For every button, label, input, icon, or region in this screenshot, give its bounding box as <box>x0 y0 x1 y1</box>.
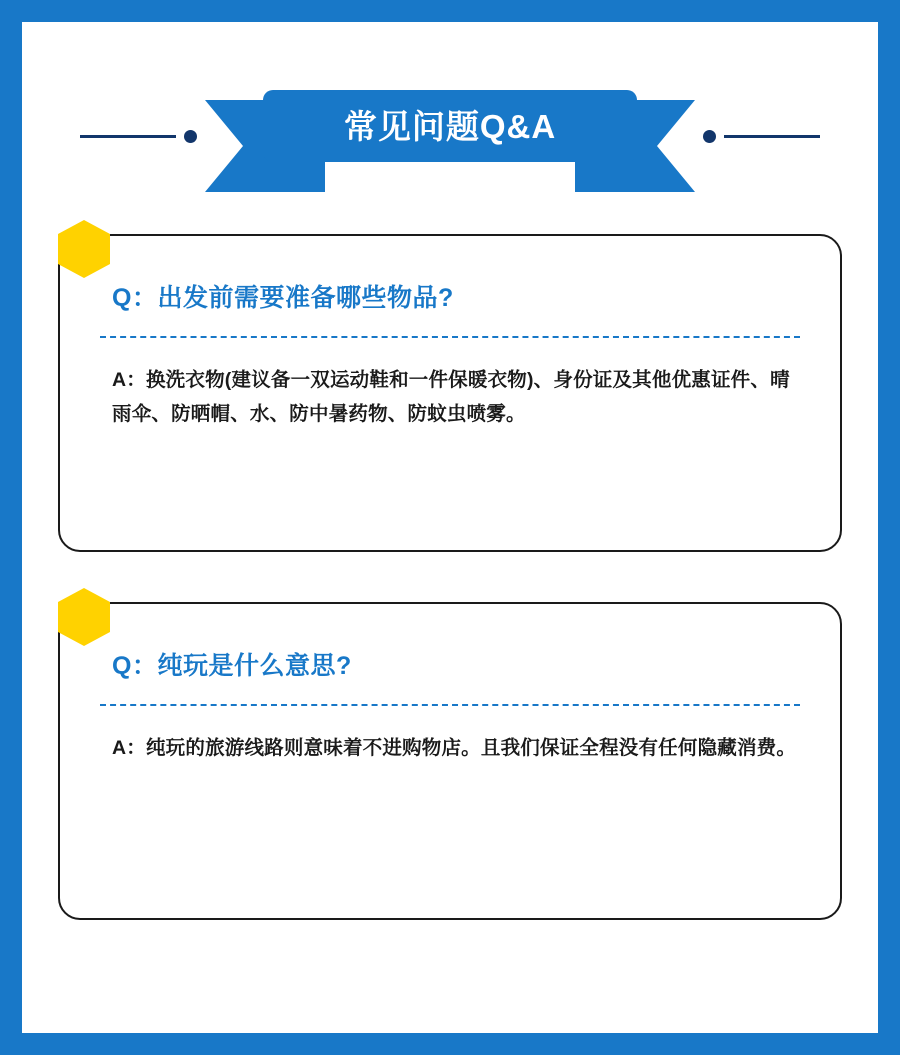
decoration-line-icon <box>80 135 176 138</box>
qa-item <box>58 234 842 552</box>
page-title: 常见问题Q&A <box>343 107 557 145</box>
question-text: Q：出发前需要准备哪些物品? <box>112 284 454 312</box>
question-text: Q：纯玩是什么意思? <box>112 652 352 680</box>
poster-header <box>22 22 878 212</box>
qa-item <box>58 602 842 920</box>
qa-card <box>58 234 842 552</box>
answer-text: A：换洗衣物(建议备一双运动鞋和一件保暖衣物)、身份证及其他优惠证件、晴雨伞、防晒帽、水、防中暑药物、防蚊虫喷雾。 <box>112 369 790 425</box>
header-decoration-left <box>80 130 197 143</box>
ribbon-center <box>263 90 637 162</box>
ribbon-banner <box>205 90 695 200</box>
decoration-dot-icon <box>703 130 716 143</box>
decoration-dot-icon <box>184 130 197 143</box>
poster-page <box>22 22 878 1033</box>
decoration-line-icon <box>724 135 820 138</box>
dashed-divider <box>100 336 800 338</box>
header-decoration-right <box>703 130 820 143</box>
qa-list <box>22 212 878 920</box>
answer-text: A：纯玩的旅游线路则意味着不进购物店。且我们保证全程没有任何隐藏消费。 <box>112 737 797 759</box>
qa-card <box>58 602 842 920</box>
dashed-divider <box>100 704 800 706</box>
